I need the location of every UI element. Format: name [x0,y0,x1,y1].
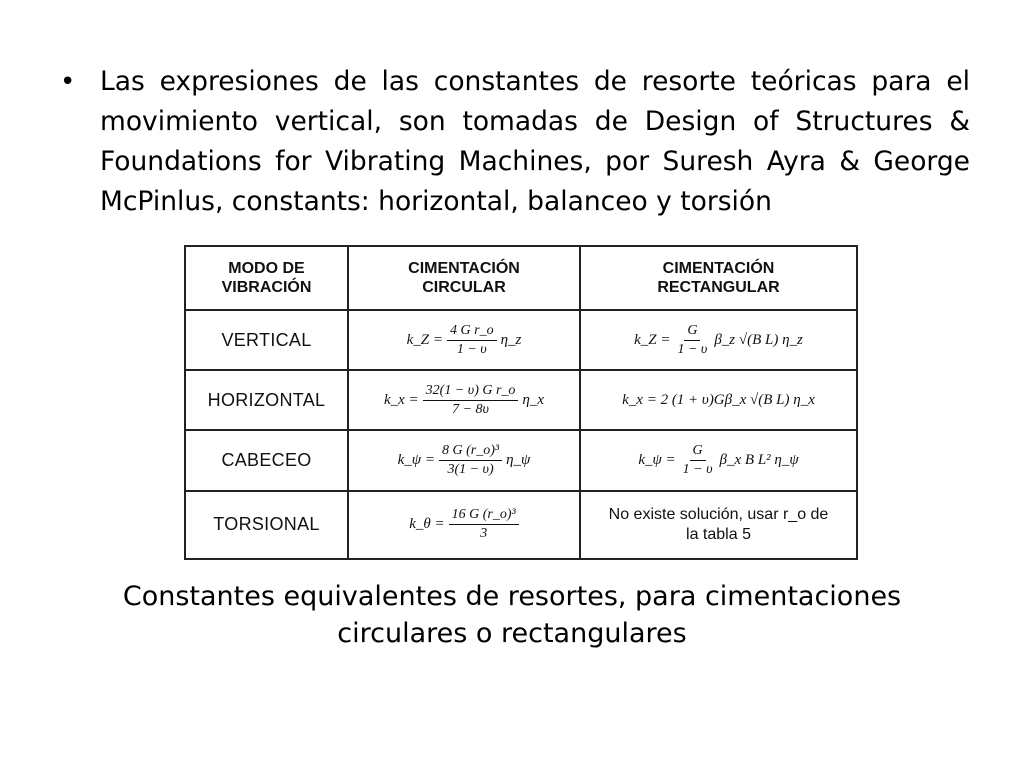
mode-cell: VERTICAL [185,310,348,370]
circular-formula: k_ψ = $\frac{\text{8 G (r\_o)³}}{3(1 - \upsilon)}$ η_ψ [348,430,580,490]
header-mode: MODO DE VIBRACIÓN [185,246,348,310]
rectangular-formula: k_x = 2 (1 + υ)Gβ_x √(B L) η_x [580,370,857,430]
table-row [185,430,857,490]
header-circular: CIMENTACIÓN CIRCULAR [348,246,580,310]
table-row [185,370,857,430]
mode-cell: TORSIONAL [185,491,348,559]
bullet-icon: • [60,67,76,97]
bullet-item [60,62,970,222]
mode-cell: HORIZONTAL [185,370,348,430]
table-header-row [185,246,857,310]
table-caption [0,578,1024,652]
table-row [185,491,857,559]
caption-line-1: Constantes equivalentes de resortes, para cimentaciones [122,581,902,612]
bullet-text: Las expresiones de las constantes de resorte teóricas para el movimiento vertical, son tomadas de Design of Structures & Foundations for Vibrating Machines, por Suresh Ayra & George McPinlus, constants: horizontal, balanceo y torsión [100,66,970,217]
circular-formula: k_θ = $\frac{\text{16 G (r\_o)³}}{3}$ [348,491,580,559]
rectangular-note: No existe solución, usar r_o de la tabla 5 [580,491,857,559]
table-row [185,310,857,370]
circular-formula: k_x = $\frac{\text{32(1 − υ) G r\_o}}{7 - 8\upsilon}$ η_x [348,370,580,430]
header-rectangular: CIMENTACIÓN RECTANGULAR [580,246,857,310]
circular-formula: k_Z = $\frac{\text{4 G r\_o}}{1 - \upsilon}$ η_z [348,310,580,370]
mode-cell: CABECEO [185,430,348,490]
spring-constants-table [184,245,856,560]
caption-line-2: circulares o rectangulares [337,618,687,649]
rectangular-formula: k_Z = $\frac{G}{1 - \upsilon}$ β_z √(B L) η_z [580,310,857,370]
rectangular-formula: k_ψ = $\frac{G}{1 - \upsilon}$ β_x B L² η_ψ [580,430,857,490]
